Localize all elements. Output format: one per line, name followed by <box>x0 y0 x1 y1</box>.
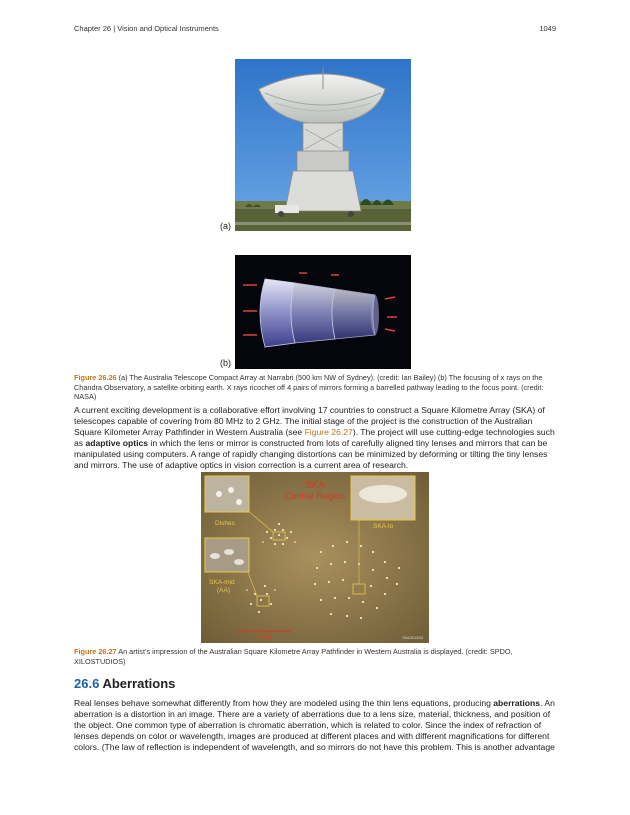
paragraph-ska-part1: A current exciting development is a collaborative effort involving 17 countries to construct a Square Kilometre Array (SKA) of telescopes capable of covering from 80 MHz to 2 GHz. The initial stage of the project is the construction of the Australian Square Kilometer Array Pathfinder in Western Australia (see <box>74 405 545 437</box>
paragraph-ska-part3: in which the lens or mirror is constructed from lots of carefully aligned tiny lenses and mirrors that can be manipulated using computers. A range of rapidly changing distortions can be minimized by deforming or tilting the tiny lenses and mirrors. The use of adaptive optics in vision correction is a current area of research. <box>74 437 548 470</box>
paragraph-aberrations-part2: . An aberration is a distortion in an image. There are a variety of aberrations due to a lens size, material, thickness, and position of the object. One common type of aberration is chromatic aberration, which is related to color. Since the index of refraction of lenses depends on color or wavelength, images are produced at different places and with different magnifications for different colors. (The law of reflection is independent of wavelength, and so mirrors do not have this problem. This is another advantage <box>74 698 555 752</box>
aberrations-term: aberrations <box>493 698 541 708</box>
ska-artist-impression <box>201 472 429 643</box>
figure-b-label: (b) <box>220 358 231 368</box>
figure-watermark: SKA/2013/03 <box>402 636 423 640</box>
label-dishes: Dishes <box>215 520 235 527</box>
label-aa: (AA) <box>217 587 230 594</box>
figure-26-26-caption <box>74 373 556 402</box>
page-number: 1049 <box>539 24 556 33</box>
scale-label: 5 km <box>257 634 272 641</box>
label-ska-lo: SKA-lo <box>373 523 394 530</box>
figure-26-27-id: Figure 26.27 <box>74 647 117 656</box>
label-ska-mid: SKA-mid <box>209 579 235 586</box>
telescope-photo <box>235 59 411 231</box>
figure-a-label: (a) <box>220 221 231 231</box>
figure-26-27-link[interactable]: Figure 26.27 <box>304 426 353 437</box>
figure-26-26-id: Figure 26.26 <box>74 373 117 382</box>
paragraph-ska <box>74 405 556 470</box>
section-title-text: Aberrations <box>99 676 176 691</box>
chapter-title: Chapter 26 | Vision and Optical Instruments <box>74 24 219 33</box>
ska-title-line1: SKA <box>304 480 326 491</box>
page-header <box>74 24 556 36</box>
paragraph-aberrations <box>74 698 556 753</box>
section-number: 26.6 <box>74 676 100 691</box>
paragraph-aberrations-part1: Real lenses behave somewhat differently from how they are modeled using the thin lens equations, producing <box>74 698 494 708</box>
adaptive-optics-term: adaptive optics <box>85 437 149 448</box>
chandra-mirrors-illustration <box>235 255 411 369</box>
figure-26-27-caption <box>74 647 556 666</box>
ska-title-line2: Central Region <box>284 491 346 501</box>
section-heading <box>74 676 175 691</box>
figure-26-27-text: An artist’s impression of the Australian Square Kilometre Array Pathfinder in Western Australia is displayed. (credit: SPDO, XILOSTUDIOS) <box>74 647 513 666</box>
paragraph-ska-part2: ). The project will use cutting-edge technologies such as <box>74 426 555 448</box>
figure-26-26-text: (a) The Australia Telescope Compact Array at Narrabri (500 km NW of Sydney). (credit: Ian Bailey) (b) The focusing of x rays on the Chandra Observatory, a satellite orbiting earth. X rays ricochet off 4 pairs of mirrors forming a barrelled pathway leading to the focus point. (credit: NASA) <box>74 373 544 402</box>
